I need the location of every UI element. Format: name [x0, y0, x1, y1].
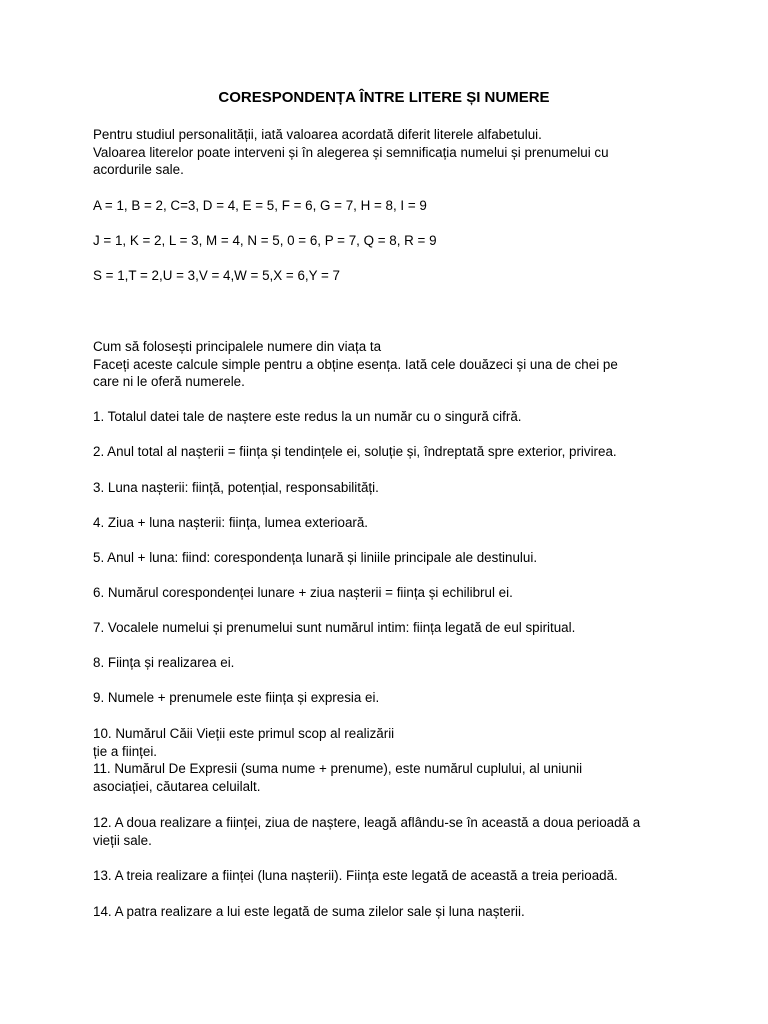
letter-values-text: S = 1,T = 2,U = 3,V = 4,W = 5,X = 6,Y = 7 — [93, 268, 341, 283]
letter-values-text: J = 1, K = 2, L = 3, M = 4, N = 5, 0 = 6, P = 7, Q = 8, R = 9 — [93, 233, 437, 248]
intro-line: Pentru studiul personalității, iată valoarea acordată diferit literele alfabetului. — [93, 127, 542, 142]
list-item-text: 10. Numărul Căii Vieții este primul scop al realizării — [93, 726, 395, 741]
list-item — [93, 514, 693, 532]
letter-values-text: A = 1, B = 2, C=3, D = 4, E = 5, F = 6, G = 7, H = 8, I = 9 — [93, 198, 427, 213]
list-item-text: 13. A treia realizare a ființei (luna nașterii). Ființa este legată de această a treia perioadă. — [93, 868, 618, 883]
list-item — [93, 814, 693, 849]
list-item-text: 12. A doua realizare a ființei, ziua de naștere, leagă aflându-se în această a doua perioadă a — [93, 815, 641, 830]
list-item — [93, 479, 693, 497]
list-item-text: asociației, căutarea celuilalt. — [93, 778, 261, 794]
section-intro-paragraph — [93, 338, 693, 391]
section-intro-line: Faceți aceste calcule simple pentru a obține esența. Iată cele douăzeci și una de chei pe — [93, 356, 618, 372]
list-item-text: 11. Numărul De Expresii (suma nume + prenume), este numărul cuplului, al uniunii — [93, 761, 583, 777]
list-item-text: 2. Anul total al nașterii = ființa și tendințele ei, soluție și, îndreptată spre exterior, privirea. — [93, 444, 617, 459]
list-item-text: 7. Vocalele numelui și prenumelui sunt numărul intim: ființa legată de eul spiritual. — [93, 620, 576, 635]
list-item — [93, 408, 693, 426]
section-intro-line: Cum să folosești principalele numere din viața ta — [93, 339, 382, 354]
letter-values-row-3 — [93, 267, 693, 285]
list-item — [93, 549, 693, 567]
list-item — [93, 689, 693, 707]
list-item — [93, 903, 693, 921]
list-item — [93, 443, 693, 461]
letter-values-row-1 — [93, 197, 693, 215]
list-item-text: 8. Ființa și realizarea ei. — [93, 655, 235, 670]
list-item — [93, 654, 693, 672]
list-item-text: ție a ființei. — [93, 743, 158, 759]
list-item-text: 9. Numele + prenumele este ființa și expresia ei. — [93, 690, 380, 705]
list-item-text: 14. A patra realizare a lui este legată de suma zilelor sale și luna nașterii. — [93, 904, 525, 919]
list-item — [93, 867, 693, 885]
list-item — [93, 619, 693, 637]
letter-values-row-2 — [93, 232, 693, 250]
section-intro-line: care ni le oferă numerele. — [93, 374, 245, 390]
list-item — [93, 725, 693, 795]
list-item — [93, 584, 693, 602]
document-title: CORESPONDENȚA ÎNTRE LITERE ȘI NUMERE — [218, 89, 550, 106]
list-item-text: 6. Numărul corespondenței lunare + ziua nașterii = ființa și echilibrul ei. — [93, 585, 513, 600]
intro-line: acordurile sale. — [93, 162, 184, 178]
intro-line: Valoarea literelor poate interveni și în alegerea și semnificația numelui și prenumelui cu — [93, 144, 609, 160]
list-item-text: vieții sale. — [93, 832, 152, 848]
list-item-text: 5. Anul + luna: fiind: corespondența lunară și liniile principale ale destinului. — [93, 550, 538, 565]
intro-paragraph — [93, 126, 693, 179]
list-item-text: 1. Totalul datei tale de naștere este redus la un număr cu o singură cifră. — [93, 409, 522, 424]
list-item-text: 3. Luna nașterii: ființă, potențial, responsabilități. — [93, 480, 379, 495]
list-item-text: 4. Ziua + luna nașterii: ființa, lumea exterioară. — [93, 515, 369, 530]
